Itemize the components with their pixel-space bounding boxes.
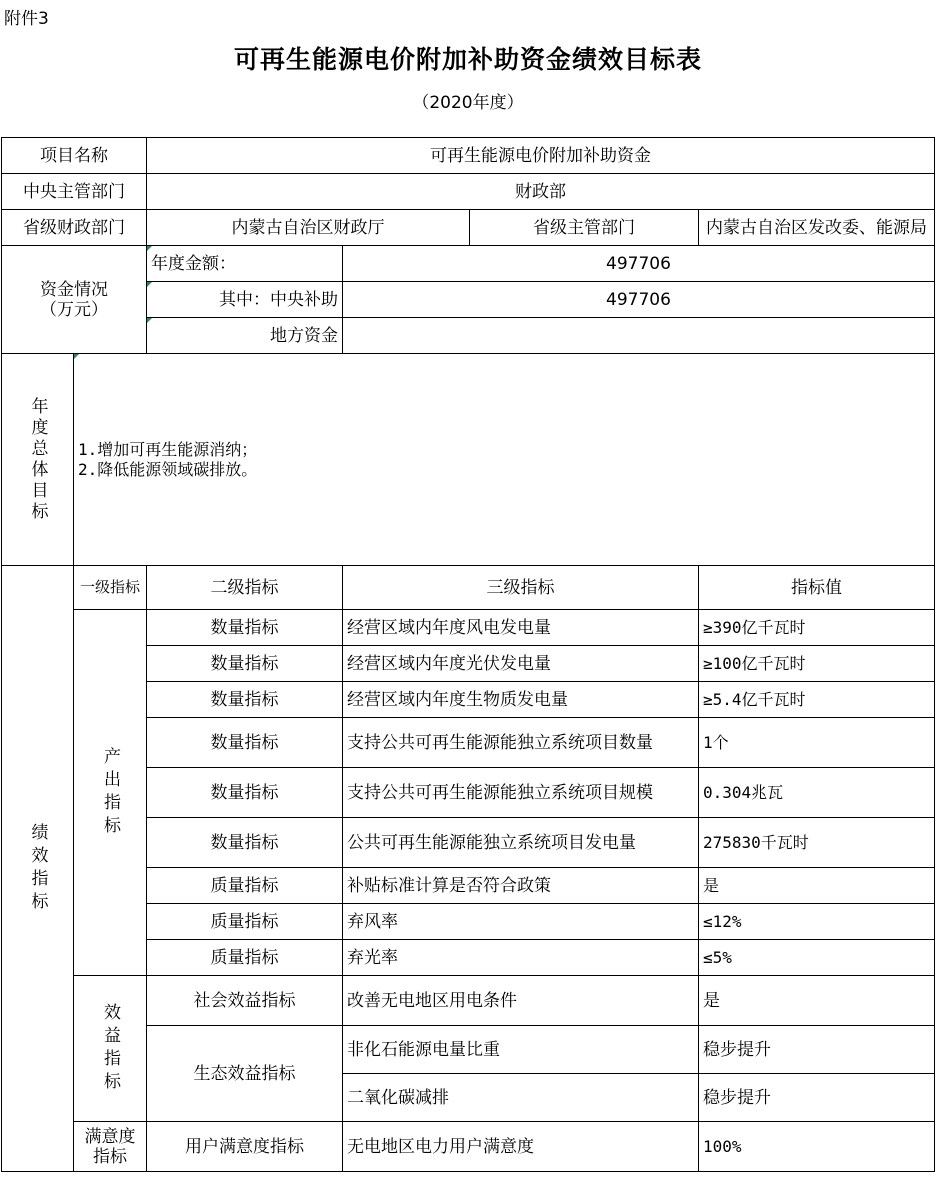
local-funds-value [343,318,935,354]
project-name-value: 可再生能源电价附加补助资金 [147,138,935,174]
level1-benefit: 效益指标 [74,976,147,1122]
project-name-label: 项目名称 [2,138,147,174]
level3-cell: 支持公共可再生能源能独立系统项目数量 [343,718,699,768]
local-funds-label: 地方资金 [147,318,343,354]
value-cell: ≤5% [699,940,935,976]
funding-label-line2: （万元） [40,299,108,320]
level2-cell: 质量指标 [147,940,343,976]
value-cell: 稳步提升 [699,1026,935,1074]
central-subsidy-label: 其中：中央补助 [147,282,343,318]
header-level2: 二级指标 [147,566,343,610]
level2-cell: 数量指标 [147,768,343,818]
value-cell: ≥5.4亿千瓦时 [699,682,935,718]
provincial-finance-value: 内蒙古自治区财政厅 [147,210,470,246]
level3-cell: 无电地区电力用户满意度 [343,1122,699,1172]
central-dept-label: 中央主管部门 [2,174,147,210]
value-cell: 1个 [699,718,935,768]
header-value: 指标值 [699,566,935,610]
central-subsidy-value: 497706 [343,282,935,318]
value-cell: 是 [699,976,935,1026]
level3-cell: 经营区域内年度生物质发电量 [343,682,699,718]
provincial-finance-label: 省级财政部门 [2,210,147,246]
annual-goal-line-2: 2.降低能源领域碳排放。 [78,459,258,479]
funding-label-line1: 资金情况 [40,279,108,300]
level3-cell: 公共可再生能源能独立系统项目发电量 [343,818,699,868]
level2-cell: 质量指标 [147,868,343,904]
level3-cell: 弃光率 [343,940,699,976]
value-cell: ≥390亿千瓦时 [699,610,935,646]
level2-cell: 数量指标 [147,646,343,682]
performance-target-table [1,137,935,1172]
level2-cell: 数量指标 [147,610,343,646]
attachment-label: 附件3 [4,9,49,29]
value-cell: 是 [699,868,935,904]
level1-output: 产出指标 [74,610,147,976]
annual-amount-label: 年度金额： [147,246,343,282]
value-cell: 稳步提升 [699,1074,935,1122]
level2-cell: 质量指标 [147,904,343,940]
year-label: （2020年度） [412,93,524,113]
provincial-authority-value: 内蒙古自治区发改委、能源局 [699,210,935,246]
value-cell: ≤12% [699,904,935,940]
level3-cell: 弃风率 [343,904,699,940]
page-title: 可再生能源电价附加补助资金绩效目标表 [233,45,702,74]
level2-cell: 数量指标 [147,718,343,768]
indicators-section-label: 绩效指标 [2,566,74,1172]
level2-cell: 用户满意度指标 [147,1122,343,1172]
level2-cell: 社会效益指标 [147,976,343,1026]
annual-goal-line-1: 1.增加可再生能源消纳； [78,439,258,459]
level3-cell: 改善无电地区用电条件 [343,976,699,1026]
central-dept-value: 财政部 [147,174,935,210]
value-cell: ≥100亿千瓦时 [699,646,935,682]
level3-cell: 支持公共可再生能源能独立系统项目规模 [343,768,699,818]
level1-satisfaction: 满意度指标 [74,1122,147,1172]
annual-goal-label: 年度总体目标 [2,354,74,566]
level2-cell: 数量指标 [147,682,343,718]
funding-label [2,246,147,354]
value-cell: 100% [699,1122,935,1172]
annual-goal-content [74,354,935,566]
header-level1: 一级指标 [74,566,147,610]
level3-cell: 经营区域内年度风电发电量 [343,610,699,646]
level2-cell: 生态效益指标 [147,1026,343,1122]
provincial-authority-label: 省级主管部门 [470,210,699,246]
level3-cell: 补贴标准计算是否符合政策 [343,868,699,904]
level2-cell: 数量指标 [147,818,343,868]
level3-cell: 非化石能源电量比重 [343,1026,699,1074]
value-cell: 275830千瓦时 [699,818,935,868]
level3-cell: 经营区域内年度光伏发电量 [343,646,699,682]
value-cell: 0.304兆瓦 [699,768,935,818]
annual-amount-value: 497706 [343,246,935,282]
header-level3: 三级指标 [343,566,699,610]
level3-cell: 二氧化碳减排 [343,1074,699,1122]
